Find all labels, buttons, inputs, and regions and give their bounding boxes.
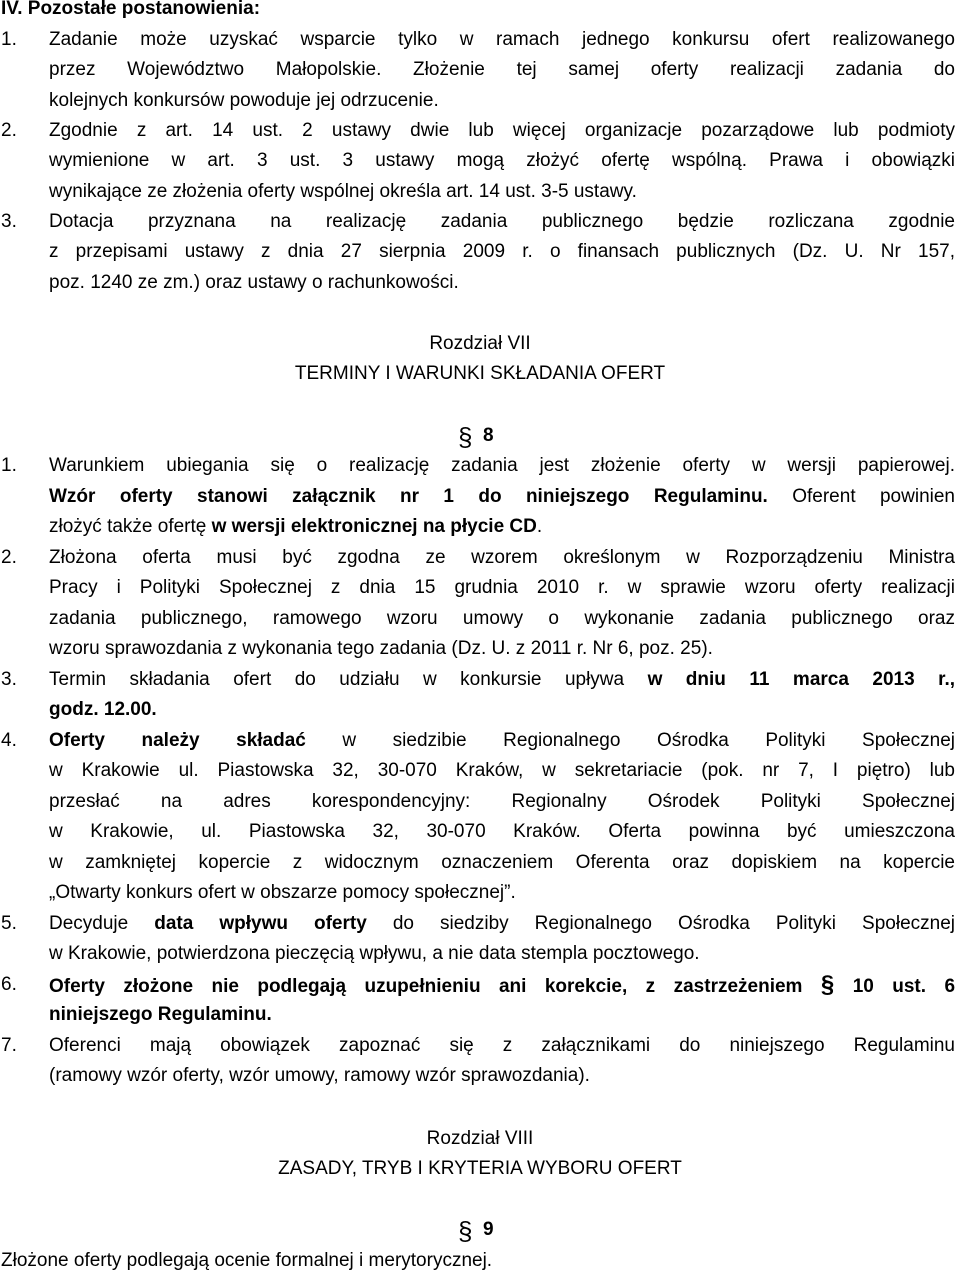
section-iv-title: IV. Pozostałe postanowienia: (1, 0, 261, 19)
text-line (49, 515, 542, 539)
text-span: Oferent powinien (767, 486, 955, 507)
text-line: przesłać na adres korespondencyjny: Regionalny Ośrodek Polityki Społecznej (49, 791, 955, 812)
item-number: 7. (1, 1035, 17, 1056)
text-line: Zadanie może uzyskać wsparcie tylko w ramach jednego konkursu ofert realizowanego (49, 29, 955, 50)
text-line: Złożona oferta musi być zgodna ze wzorem określonym w Rozporządzeniu Ministra (49, 547, 955, 568)
item-number: 2. (1, 547, 17, 568)
text-span: . (536, 516, 543, 537)
item-number: 1. (1, 455, 17, 476)
item-number: 1. (1, 29, 17, 50)
text-line: Złożone oferty podlegają ocenie formalnej i merytorycznej. (1, 1250, 493, 1271)
text-line: kolejnych konkursów powoduje jej odrzucenie. (49, 90, 439, 111)
item-number: 2. (1, 120, 17, 141)
item-number: 4. (1, 730, 17, 751)
text-line: zadania publicznego, ramowego wzoru umowy o wykonanie zadania publicznego oraz (49, 608, 955, 629)
text-line: w Krakowie ul. Piastowska 32, 30-070 Kraków, w sekretariacie (pok. nr 7, I piętro) lub (49, 760, 955, 781)
text-span: Termin składania ofert do udziału w konkursie upływa (49, 669, 648, 690)
text-line: wynikające ze złożenia oferty wspólnej określa art. 14 ust. 3-5 ustawy. (49, 181, 637, 202)
bold-text: data wpływu oferty (154, 913, 367, 934)
text-line: Zgodnie z art. 14 ust. 2 ustawy dwie lub więcej organizacje pozarządowe lub podmioty (49, 120, 955, 141)
chapter-title: ZASADY, TRYB I KRYTERIA WYBORU OFERT (278, 1158, 682, 1179)
text-line (49, 729, 955, 753)
chapter-heading: Rozdział VIII (426, 1128, 534, 1149)
item-number: 6. (1, 974, 17, 995)
text-line (49, 912, 955, 936)
paragraph-sign: § (820, 971, 835, 998)
text-line: w Krakowie, ul. Piastowska 32, 30-070 Kraków. Oferta powinna być umieszczona (49, 821, 955, 842)
paragraph-number: 8 (483, 425, 494, 446)
bold-text: Wzór oferty stanowi załącznik nr 1 do niniejszego Regulaminu. (49, 486, 768, 507)
text-line: Dotacja przyznana na realizację zadania publicznego będzie rozliczana zgodnie (49, 211, 955, 232)
text-line: Warunkiem ubiegania się o realizację zadania jest złożenie oferty w wersji papierowej. (49, 455, 955, 476)
text-line: w Krakowie, potwierdzona pieczęcią wpływu, a nie data stempla pocztowego. (49, 943, 700, 964)
text-span: złożyć także ofertę (49, 516, 212, 537)
text-line: wzoru sprawozdania z wykonania tego zadania (Dz. U. z 2011 r. Nr 6, poz. 25). (49, 638, 713, 659)
item-number: 3. (1, 669, 17, 690)
chapter-heading: Rozdział VII (429, 333, 531, 354)
text-line: poz. 1240 ze zm.) oraz ustawy o rachunkowości. (49, 272, 459, 293)
text-span: Decyduje (49, 913, 155, 934)
text-line: przez Województwo Małopolskie. Złożenie tej samej oferty realizacji zadania do (49, 59, 955, 80)
text-line: w zamkniętej kopercie z widocznym oznaczeniem Oferenta oraz dopiskiem na kopercie (49, 852, 955, 873)
paragraph-number: 9 (483, 1219, 494, 1240)
item-number: 5. (1, 913, 17, 934)
item-number: 3. (1, 211, 17, 232)
text-span: do siedziby Regionalnego Ośrodka Polityki Społecznej (366, 913, 955, 934)
paragraph-sign: § (458, 422, 473, 452)
text-line: (ramowy wzór oferty, wzór umowy, ramowy wzór sprawozdania). (49, 1065, 590, 1086)
text-line (49, 973, 955, 997)
text-line: wymienione w art. 3 ust. 3 ustawy mogą złożyć ofertę wspólną. Prawa i obowiązki (49, 150, 955, 171)
bold-text: Oferty złożone nie podlegają uzupełnieniu ani korekcie, z zastrzeżeniem (49, 976, 803, 997)
text-line: z przepisami ustawy z dnia 27 sierpnia 2009 r. o finansach publicznych (Dz. U. Nr 157, (49, 241, 955, 262)
chapter-title: TERMINY I WARUNKI SKŁADANIA OFERT (294, 363, 666, 384)
bold-text: Oferty należy składać (49, 730, 306, 751)
bold-text: niniejszego Regulaminu. (49, 1004, 272, 1025)
bold-text: w wersji elektronicznej na płycie CD (211, 516, 537, 537)
bold-text: godz. 12.00. (49, 699, 157, 720)
text-line (49, 485, 955, 509)
text-line (49, 668, 955, 692)
text-span: w siedzibie Regionalnego Ośrodka Polityki Społecznej (305, 730, 955, 751)
text-line: Pracy i Polityki Społecznej z dnia 15 grudnia 2010 r. w sprawie wzoru oferty realizacji (49, 577, 955, 598)
paragraph-sign: § (458, 1216, 473, 1246)
text-line: Oferenci mają obowiązek zapoznać się z załącznikami do niniejszego Regulaminu (49, 1035, 955, 1056)
text-line: „Otwarty konkurs ofert w obszarze pomocy społecznej”. (49, 882, 516, 903)
bold-text: w dniu 11 marca 2013 r., (647, 669, 956, 690)
bold-text: 10 ust. 6 (852, 976, 956, 997)
